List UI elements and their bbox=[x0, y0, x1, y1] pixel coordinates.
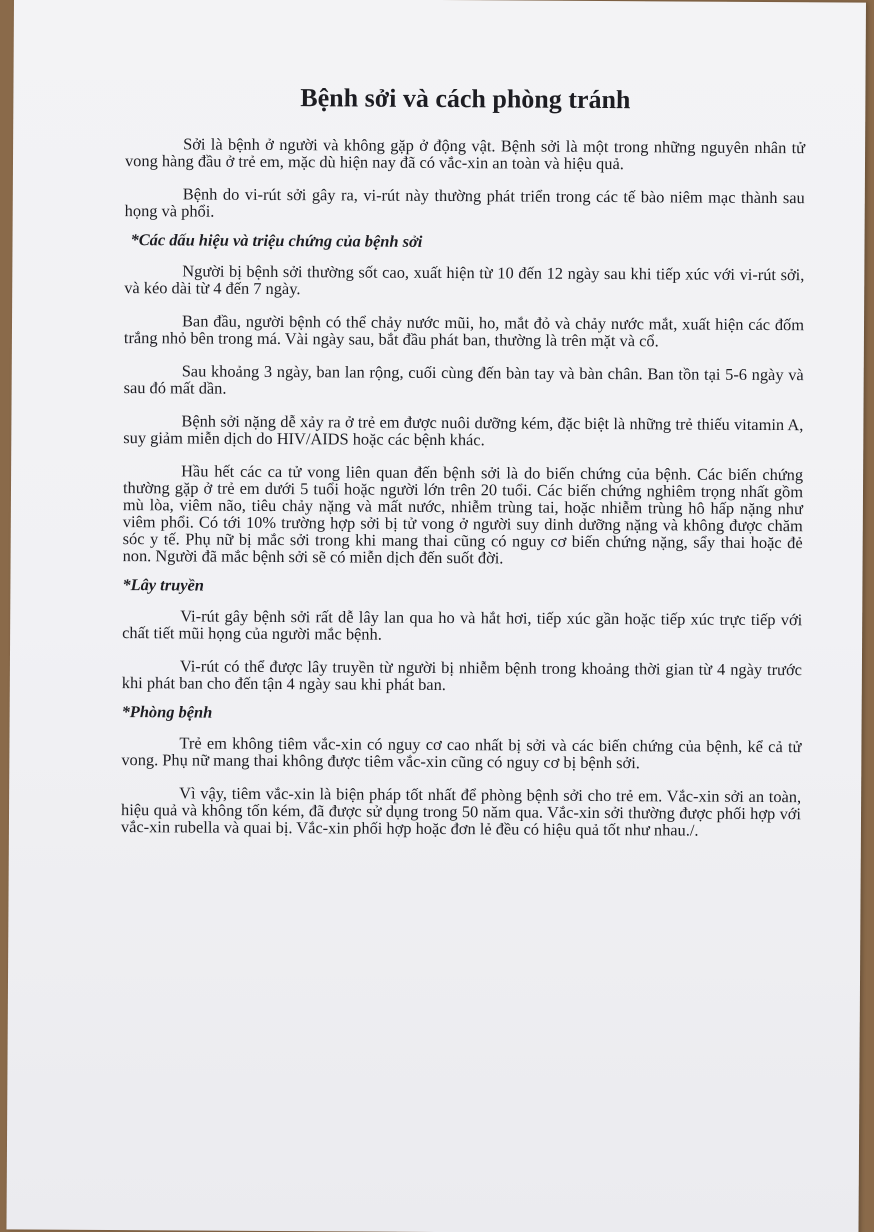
symptoms-paragraph-5: Hầu hết các ca tử vong liên quan đến bệnh sởi là do biến chứng của bệnh. Các biến chứng thường gặp ở trẻ em dưới 5 tuổi hoặc người lớn trên 20 tuổi. Các biến chứng nghiêm trọng nhất gồm mù lòa, viêm não, tiêu chảy nặng và mất nước, nhiễm trùng tai, hoặc nhiễm trùng hô hấp nặng như viêm phổi. Có tới 10% trường hợp sởi bị tử vong ở người suy dinh dưỡng nặng và không được chăm sóc y tế. Phụ nữ bị mắc sởi trong khi mang thai cũng có nguy cơ biến chứng nặng, sẩy thai hoặc đẻ non. Người đã mắc bệnh sởi sẽ có miễn dịch đến suốt đời. bbox=[122, 461, 804, 568]
document-body bbox=[121, 82, 806, 855]
symptoms-paragraph-2: Ban đầu, người bệnh có thể chảy nước mũi, ho, mắt đỏ và chảy nước mắt, xuất hiện các đốm trắng nhỏ bên trong má. Vài ngày sau, bắt đầu phát ban, thường là trên mặt và cổ. bbox=[123, 311, 805, 351]
symptoms-paragraph-1: Người bị bệnh sởi thường sốt cao, xuất hiện từ 10 đến 12 ngày sau khi tiếp xúc với vi-rút sởi, và kéo dài từ 4 đến 7 ngày. bbox=[124, 261, 805, 299]
symptoms-paragraph-3: Sau khoảng 3 ngày, ban lan rộng, cuối cùng đến bàn tay và bàn chân. Ban tồn tại 5-6 ngày và sau đó mất dần. bbox=[123, 361, 804, 398]
intro-paragraph-2: Bệnh do vi-rút sởi gây ra, vi-rút này thường phát triển trong các tế bào niêm mạc thành sau họng và phổi. bbox=[124, 184, 805, 221]
section-heading-transmission: *Lây truyền bbox=[122, 575, 204, 595]
intro-paragraph-1: Sởi là bệnh ở người và không gặp ở động vật. Bệnh sởi là một trong những nguyên nhân tử vong hàng đầu ở trẻ em, mặc dù hiện nay đã có vắc-xin an toàn và hiệu quả. bbox=[124, 134, 806, 174]
symptoms-paragraph-4: Bệnh sởi nặng dễ xảy ra ở trẻ em được nuôi dưỡng kém, đặc biệt là những trẻ thiếu vitamin A, suy giảm miễn dịch do HIV/AIDS hoặc các bệnh khác. bbox=[123, 411, 804, 450]
document-title: Bệnh sởi và cách phòng tránh bbox=[300, 83, 631, 115]
section-heading-symptoms: *Các dấu hiệu và triệu chứng của bệnh sởi bbox=[130, 230, 423, 251]
transmission-paragraph-1: Vi-rút gây bệnh sởi rất dễ lây lan qua ho và hắt hơi, tiếp xúc gần hoặc tiếp xúc trực tiếp với chất tiết mũi họng của người mắc bệnh. bbox=[122, 606, 803, 644]
paper-sheet bbox=[6, 0, 866, 1232]
prevention-paragraph-1: Trẻ em không tiêm vắc-xin có nguy cơ cao nhất bị sởi và các biến chứng của bệnh, kể cả tử vong. Phụ nữ mang thai không được tiêm vắc-xin cũng có nguy cơ bị bệnh sởi. bbox=[121, 733, 802, 773]
section-heading-prevention: *Phòng bệnh bbox=[121, 702, 213, 722]
transmission-paragraph-2: Vi-rút có thể được lây truyền từ người bị nhiễm bệnh trong khoảng thời gian từ 4 ngày trước khi phát ban cho đến tận 4 ngày sau khi phát ban. bbox=[121, 656, 802, 695]
prevention-paragraph-2: Vì vậy, tiêm vắc-xin là biện pháp tốt nhất để phòng bệnh sởi cho trẻ em. Vắc-xin sởi an toàn, hiệu quả và không tốn kém, đã được sử dụng trong 50 năm qua. Vắc-xin sởi thường được phối hợp với vắc-xin rubella và quai bị. Vắc-xin phối hợp hoặc đơn lẻ đều có hiệu quả tốt như nhau./. bbox=[120, 783, 802, 840]
